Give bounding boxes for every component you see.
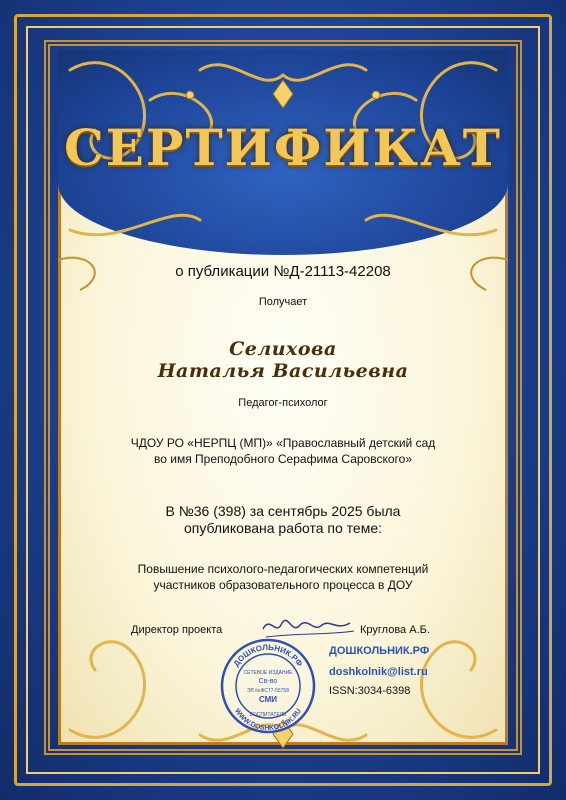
organization — [0, 435, 566, 467]
issn-number: ISSN:3034-6398 — [329, 685, 411, 697]
topic-line-1: Повышение психолого-педагогических компетенций — [137, 562, 429, 576]
organization-line-2: во имя Преподобного Серафима Саровского» — [154, 452, 412, 466]
director-label: Директор проекта — [131, 624, 223, 636]
topic-line-2: участников образовательного процесса в ДОУ — [153, 578, 413, 592]
stamp-center-line-4: СМИ — [258, 695, 278, 704]
email-link[interactable]: doshkolnik@list.ru — [329, 666, 428, 678]
recipient-first-names: Наталья Васильевна — [157, 360, 409, 382]
stamp-center-line-1: СЕТЕВОЕ ИЗДАНИЕ — [243, 670, 293, 676]
issue-info — [0, 503, 566, 537]
publication-number: о публикации №Д-21113-42208 — [175, 263, 391, 280]
stamp-ring-top: ДОШКОЛЬНИК.РФ — [231, 642, 305, 669]
issue-line-1: В №36 (398) за сентябрь 2025 была — [165, 503, 401, 519]
stamp-center-line-2: Св-во — [258, 678, 278, 685]
receives-label: Получает — [258, 296, 308, 308]
stamp-ring-bottom: WWW.DOSHKOLNIK.RU — [233, 707, 303, 733]
stamp-seal-icon — [218, 636, 318, 736]
publication-topic — [0, 561, 566, 593]
recipient-last-name: Селихова — [229, 338, 337, 360]
site-link[interactable]: ДОШКОЛЬНИК.РФ — [329, 645, 430, 657]
certificate-title: СЕРТИФИКАТ — [63, 118, 503, 177]
recipient-position: Педагог-психолог — [238, 397, 328, 409]
director-name: Круглова А.Б. — [360, 624, 430, 636]
stamp-center-line-3: ЭЛ №ФС77-55758 — [246, 688, 290, 694]
issue-line-2: опубликована работа по теме: — [183, 520, 383, 536]
organization-line-1: ЧДОУ РО «НЕРПЦ (МП)» «Православный детский сад — [130, 436, 436, 450]
stamp-ring-left: ВОСПИТАТЕЛЬ — [249, 712, 287, 718]
